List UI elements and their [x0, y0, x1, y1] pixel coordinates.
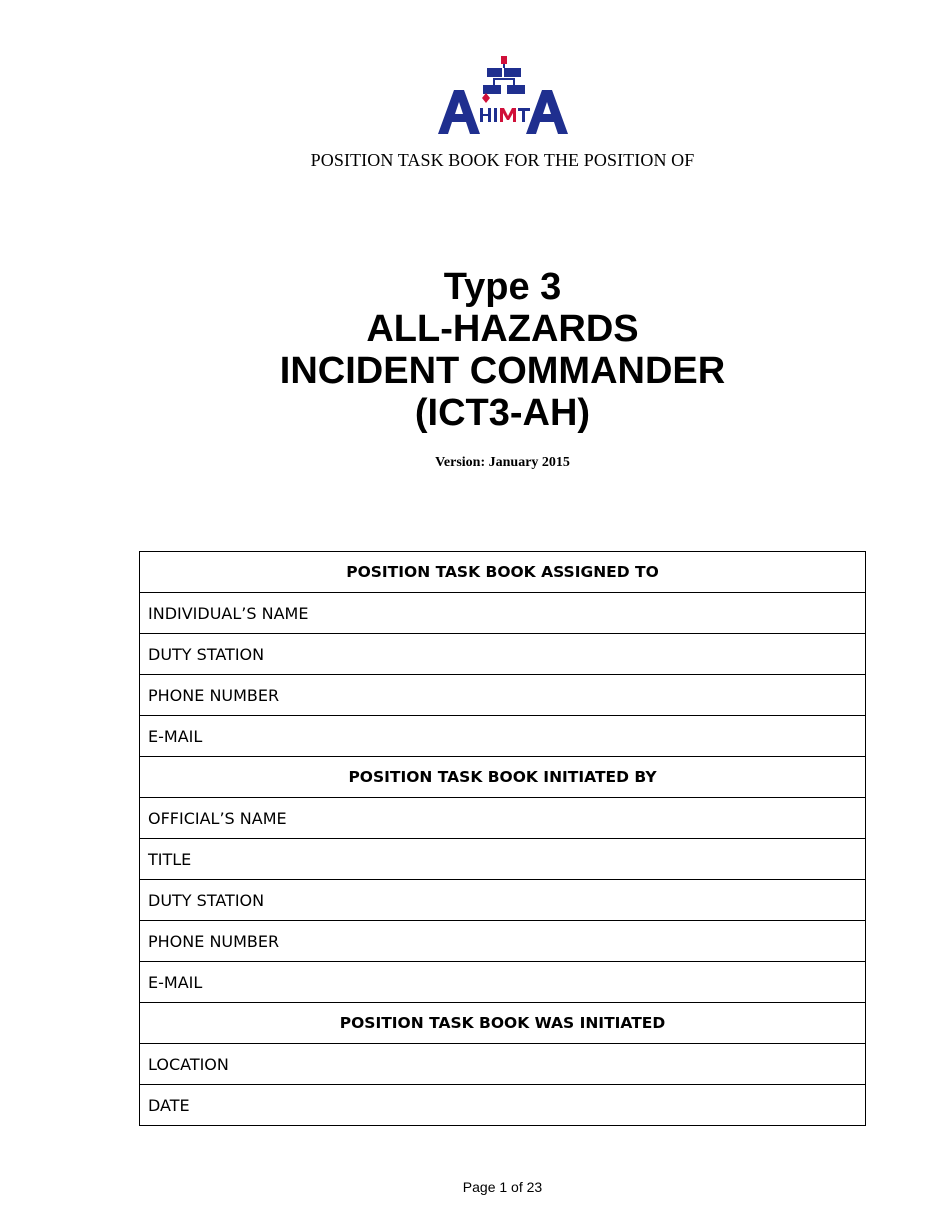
form-section-row	[140, 552, 866, 593]
logo-diamond	[482, 93, 490, 103]
form-field-row	[140, 716, 866, 757]
form-field-row	[140, 962, 866, 1003]
form-field-label[interactable]: PHONE NUMBER	[140, 921, 866, 962]
form-field-label[interactable]: DUTY STATION	[140, 634, 866, 675]
form-field-row	[140, 634, 866, 675]
page-number: Page 1 of 23	[462, 1179, 543, 1195]
form-field-label[interactable]: INDIVIDUAL’S NAME	[140, 593, 866, 634]
form-field-row	[140, 593, 866, 634]
form-section-header: POSITION TASK BOOK INITIATED BY	[140, 757, 866, 798]
form-field-label[interactable]: E-MAIL	[140, 962, 866, 1003]
form-field-label[interactable]: LOCATION	[140, 1044, 866, 1085]
form-section-header: POSITION TASK BOOK WAS INITIATED	[140, 1003, 866, 1044]
logo-chart-top-box	[501, 56, 507, 64]
form-field-row	[140, 921, 866, 962]
form-field-row	[140, 839, 866, 880]
task-book-form-table	[139, 551, 866, 1126]
form-field-row	[140, 675, 866, 716]
form-field-label[interactable]: PHONE NUMBER	[140, 675, 866, 716]
form-field-label[interactable]: OFFICIAL’S NAME	[140, 798, 866, 839]
title-line-hazards: ALL-HAZARDS	[366, 308, 639, 350]
form-field-row	[140, 798, 866, 839]
form-section-row	[140, 1003, 866, 1044]
form-field-row	[140, 1085, 866, 1126]
title-line-type: Type 3	[443, 266, 562, 308]
form-field-row	[140, 880, 866, 921]
ahimta-logo	[436, 52, 570, 136]
form-field-row	[140, 1044, 866, 1085]
position-subtitle: POSITION TASK BOOK FOR THE POSITION OF	[310, 150, 695, 170]
form-field-label[interactable]: DUTY STATION	[140, 880, 866, 921]
form-field-label[interactable]: DATE	[140, 1085, 866, 1126]
title-line-code: (ICT3-AH)	[414, 392, 591, 434]
form-field-label[interactable]: TITLE	[140, 839, 866, 880]
position-title	[0, 266, 950, 434]
form-section-header: POSITION TASK BOOK ASSIGNED TO	[140, 552, 866, 593]
form-field-label[interactable]: E-MAIL	[140, 716, 866, 757]
version-text: Version: January 2015	[435, 455, 570, 470]
form-section-row	[140, 757, 866, 798]
title-line-commander: INCIDENT COMMANDER	[279, 350, 726, 392]
